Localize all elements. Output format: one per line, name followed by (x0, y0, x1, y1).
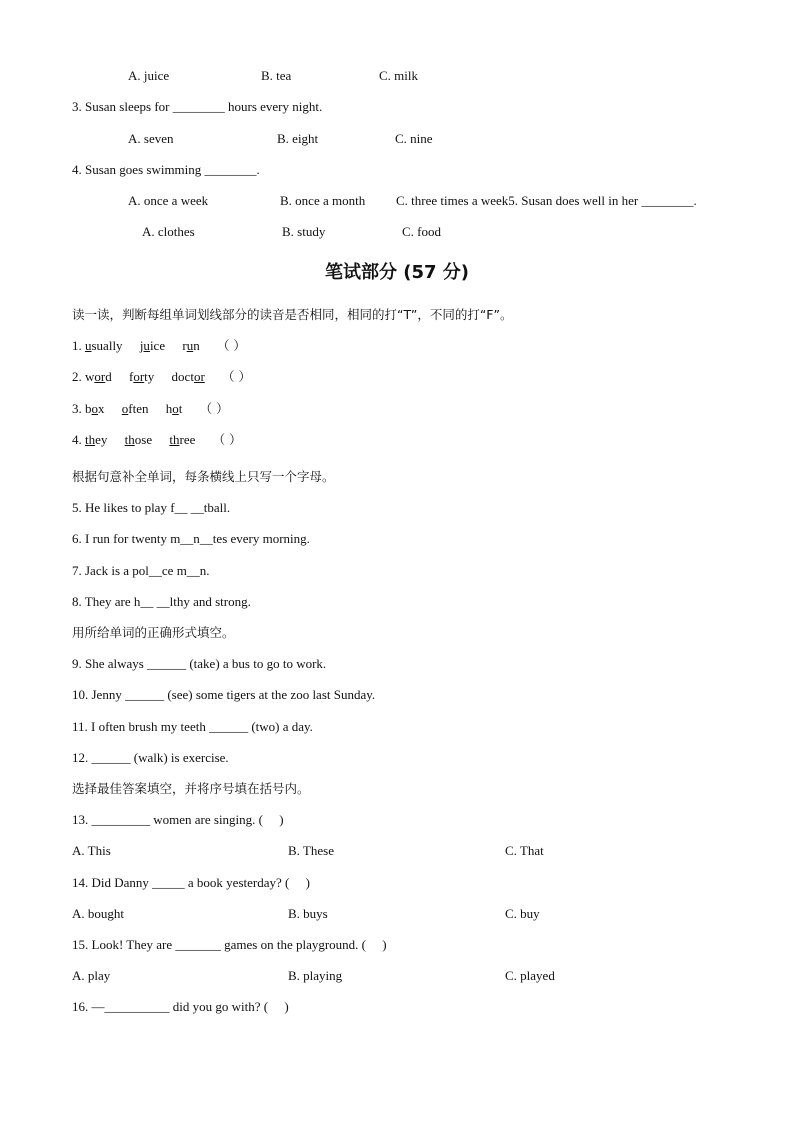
q3-option-b: B. eight (277, 131, 319, 146)
word: those (124, 432, 153, 447)
phonics-instruction: 读一读，判断每组单词划线部分的读音是否相同，相同的打“T”，不同的打“F”。 (72, 307, 513, 322)
word: hot (165, 401, 183, 416)
answer-paren[interactable]: （ ） (216, 338, 246, 353)
option-c[interactable]: C. buy (505, 906, 540, 921)
word: they (85, 432, 108, 447)
mc-question-14: 14. Did Danny _____ a book yesterday? ( ) (72, 875, 310, 890)
phonics-item-1: 1. usually juice run （ ） (72, 338, 246, 353)
spelling-item-8: 8. They are h__ __lthy and strong. (72, 594, 251, 609)
answer-paren[interactable]: （ ） (212, 432, 242, 447)
answer-paren[interactable]: （ ） (199, 401, 229, 416)
word: juice (139, 338, 166, 353)
q2-option-a: A. juice (128, 68, 170, 83)
word-form-item-12: 12. ______ (walk) is exercise. (72, 750, 229, 765)
mc-question-13: 13. _________ women are singing. ( ) (72, 812, 284, 827)
option-a[interactable]: A. play (72, 968, 111, 983)
answer-paren[interactable]: （ ） (222, 369, 252, 384)
word-form-item-11: 11. I often brush my teeth ______ (two) a day. (72, 719, 313, 734)
word: often (121, 401, 149, 416)
q5-option-c: C. food (402, 224, 441, 239)
multiple-choice-instruction: 选择最佳答案填空，并将序号填在括号内。 (72, 781, 310, 796)
option-c[interactable]: C. That (505, 843, 544, 858)
word: word (85, 369, 112, 384)
q3-option-c: C. nine (395, 131, 433, 146)
q4-option-c-and-q5: C. three times a week5. Susan does well in her ________. (396, 193, 697, 208)
word: doctor (171, 369, 205, 384)
option-b[interactable]: B. These (288, 843, 334, 858)
spelling-instruction: 根据句意补全单词，每条横线上只写一个字母。 (72, 469, 335, 484)
q5-option-a: A. clothes (142, 224, 195, 239)
option-a[interactable]: A. This (72, 843, 111, 858)
word: run (182, 338, 200, 353)
option-b[interactable]: B. buys (288, 906, 328, 921)
q5-option-b: B. study (282, 224, 326, 239)
mc-question-16: 16. —__________ did you go with? ( ) (72, 999, 289, 1014)
section-title: 笔试部分 (57 分) (324, 262, 470, 283)
word-form-item-10: 10. Jenny ______ (see) some tigers at the zoo last Sunday. (72, 687, 376, 702)
option-c[interactable]: C. played (505, 968, 555, 983)
q3-text: 3. Susan sleeps for ________ hours every night. (72, 99, 323, 114)
word-form-item-9: 9. She always ______ (take) a bus to go to work. (72, 656, 327, 671)
q4-option-a: A. once a week (128, 193, 209, 208)
word: three (169, 432, 196, 447)
phonics-item-4: 4. they those three （ ） (72, 432, 242, 447)
word: forty (128, 369, 155, 384)
spelling-item-5: 5. He likes to play f__ __tball. (72, 500, 231, 515)
q4-text: 4. Susan goes swimming ________. (72, 162, 260, 177)
q3-option-a: A. seven (128, 131, 174, 146)
spelling-item-7: 7. Jack is a pol__ce m__n. (72, 563, 210, 578)
option-a[interactable]: A. bought (72, 906, 124, 921)
q2-option-c: C. milk (379, 68, 419, 83)
q2-option-b: B. tea (261, 68, 292, 83)
spelling-item-6: 6. I run for twenty m__n__tes every morning. (72, 531, 310, 546)
q4-option-b: B. once a month (280, 193, 366, 208)
option-b[interactable]: B. playing (288, 968, 343, 983)
phonics-item-2: 2. word forty doctor （ ） (72, 369, 252, 384)
word-forms-instruction: 用所给单词的正确形式填空。 (72, 625, 235, 640)
word: usually (85, 338, 123, 353)
phonics-item-3: 3. box often hot （ ） (72, 401, 229, 416)
word: box (85, 401, 105, 416)
mc-question-15: 15. Look! They are _______ games on the playground. ( ) (72, 937, 387, 952)
